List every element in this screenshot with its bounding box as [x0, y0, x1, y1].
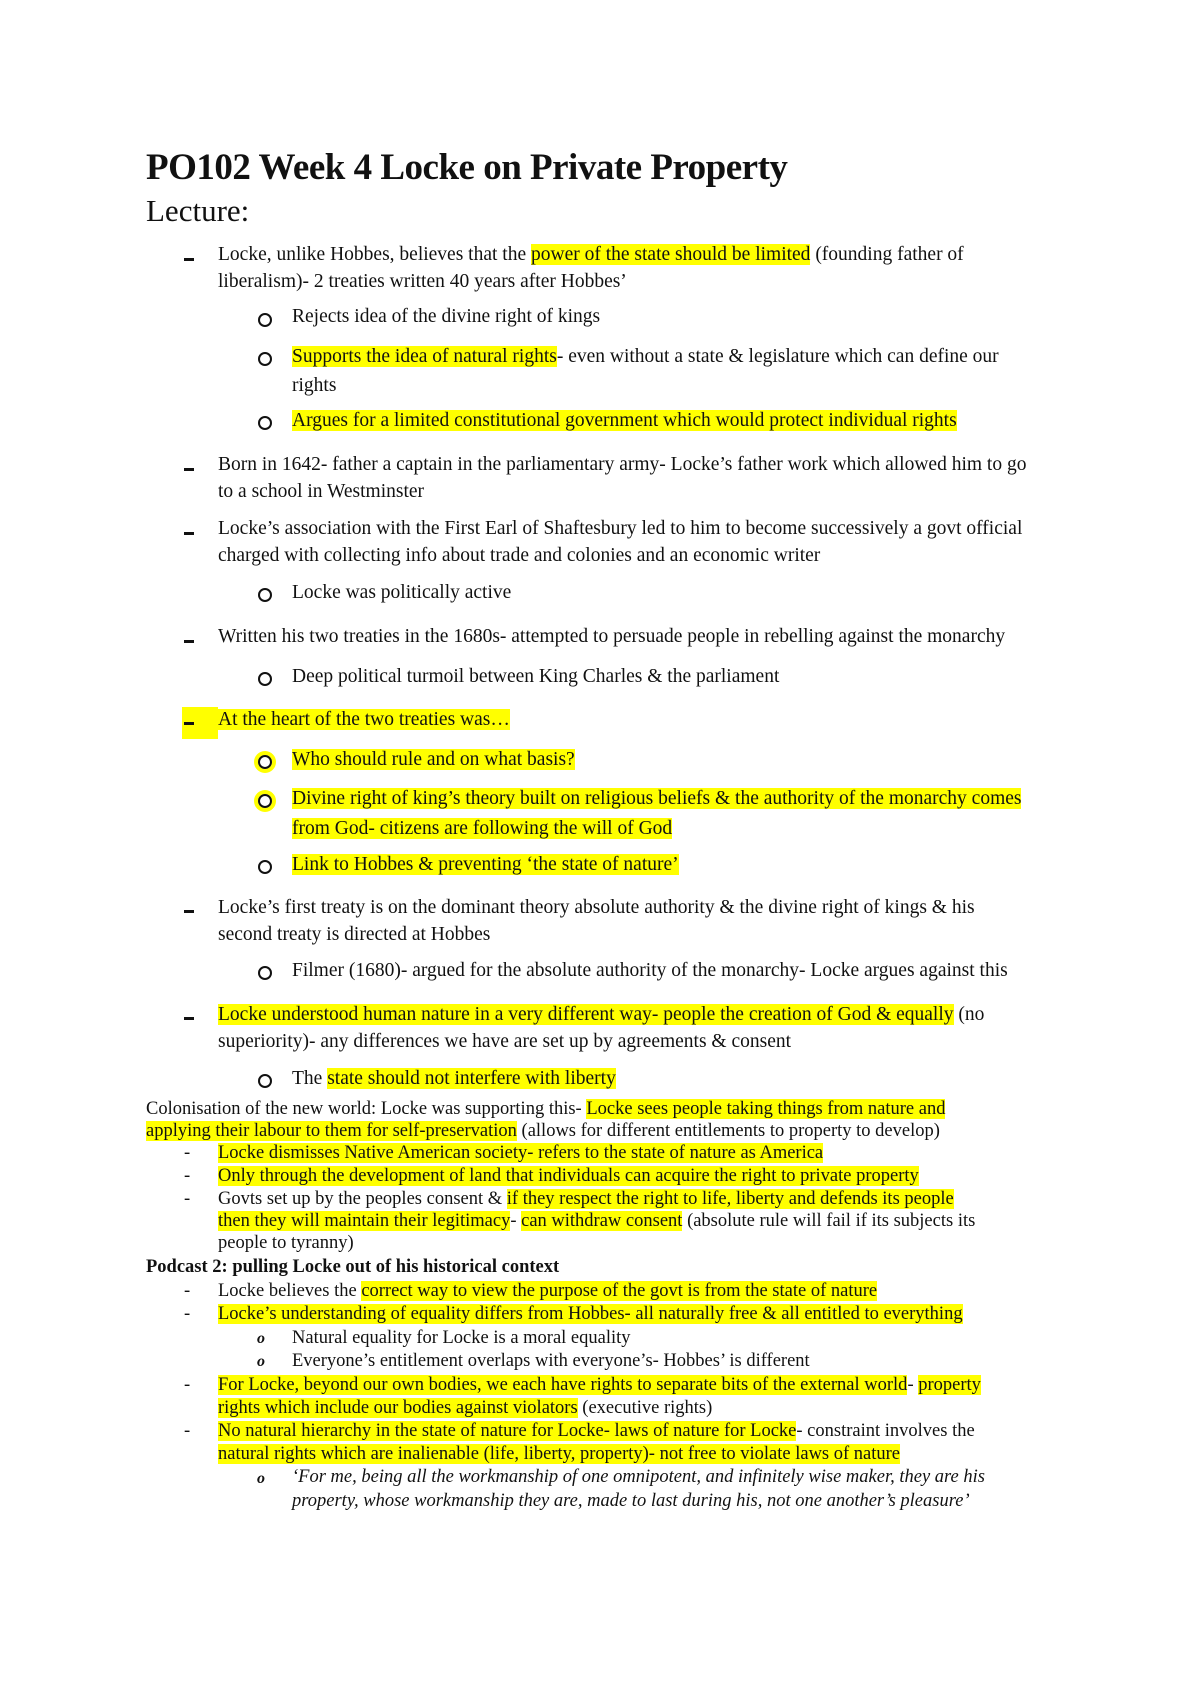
- circle-bullet-icon: [258, 588, 272, 602]
- circle-bullet-icon: [258, 416, 272, 430]
- highlight-text: rights which include our bodies against violators: [218, 1398, 578, 1418]
- text: (allows for different entitlements to property to develop): [516, 1121, 940, 1141]
- bullet-dash-icon: [184, 640, 194, 643]
- point-1-sub-3: [292, 410, 957, 432]
- colonisation-line-2: [146, 1121, 940, 1142]
- bullet-dash-icon: [184, 532, 194, 535]
- point-5-sub-3: [292, 854, 679, 876]
- text: (executive rights): [577, 1398, 713, 1418]
- sub-bullet-icon: o: [257, 1330, 265, 1347]
- colonisation-item-3-line-2: [218, 1211, 975, 1232]
- colonisation-line-1: [146, 1099, 945, 1120]
- point-1-sub-2-line-2: rights: [292, 375, 337, 396]
- bullet-dash-icon: [184, 468, 194, 471]
- highlight-text: Locke dismisses Native American society- refers to the state of nature as America: [218, 1143, 824, 1163]
- highlight-text: No natural hierarchy in the state of nature for Locke- laws of nature for Locke: [218, 1421, 797, 1441]
- bullet-dash-icon: [184, 910, 194, 913]
- highlight-text: Link to Hobbes & preventing ‘the state of nature’: [292, 854, 679, 875]
- highlight-text: For Locke, beyond our own bodies, we each have rights to separate bits of the external world: [218, 1375, 908, 1395]
- bullet-dash-icon: [184, 722, 194, 725]
- point-3-sub-1: Locke was politically active: [292, 582, 512, 603]
- point-6-sub-1: Filmer (1680)- argued for the absolute authority of the monarchy- Locke argues against this: [292, 960, 1008, 981]
- point-1-line-2: liberalism)- 2 treaties written 40 years after Hobbes’: [218, 271, 627, 292]
- point-1-line-1: [218, 244, 964, 266]
- text: (no: [953, 1004, 985, 1025]
- podcast-item-2: [218, 1304, 963, 1325]
- circle-bullet-icon: [258, 794, 272, 808]
- point-4: Written his two treaties in the 1680s- attempted to persuade people in rebelling against the monarchy: [218, 626, 1006, 647]
- circle-bullet-icon: [258, 352, 272, 366]
- circle-bullet-icon: [258, 755, 272, 769]
- dash-icon: -: [184, 1421, 191, 1441]
- podcast-item-2-sub-1: Natural equality for Locke is a moral equality: [292, 1328, 631, 1348]
- highlight-text: Locke’s understanding of equality differs from Hobbes- all naturally free & all entitled to everything: [218, 1304, 963, 1324]
- point-2-line-2: to a school in Westminster: [218, 481, 425, 502]
- colonisation-item-3-line-3: people to tyranny): [218, 1233, 354, 1253]
- point-6-line-2: second treaty is directed at Hobbes: [218, 924, 491, 945]
- highlight-text: Supports the idea of natural rights: [292, 346, 557, 367]
- dash-icon: -: [184, 1304, 191, 1324]
- podcast-item-2-sub-2: Everyone’s entitlement overlaps with everyone’s- Hobbes’ is different: [292, 1351, 810, 1371]
- point-4-sub-1: Deep political turmoil between King Charles & the parliament: [292, 666, 780, 687]
- podcast-item-3-line-2: [218, 1398, 712, 1419]
- podcast-item-1: [218, 1281, 877, 1302]
- text: - even without a state & legislature which can define our: [556, 346, 999, 367]
- highlight-text: Locke sees people taking things from nature and: [586, 1099, 946, 1119]
- text: (founding father of: [810, 244, 964, 265]
- circle-bullet-icon: [258, 860, 272, 874]
- text: - constraint involves the: [796, 1421, 975, 1441]
- highlight-text: Who should rule and on what basis?: [292, 749, 575, 770]
- dash-icon: -: [184, 1375, 191, 1395]
- quote-line-2: property, whose workmanship they are, made to last during his, not one another’s pleasure’: [292, 1491, 970, 1511]
- point-6-line-1: Locke’s first treaty is on the dominant theory absolute authority & the divine right of kings & his: [218, 897, 975, 918]
- circle-bullet-icon: [258, 966, 272, 980]
- highlight-text: state should not interfere with liberty: [327, 1068, 616, 1089]
- podcast-item-4-line-1: [218, 1421, 975, 1442]
- point-1-sub-2-line-1: [292, 346, 999, 368]
- text: -: [510, 1211, 522, 1231]
- highlight-text: property: [918, 1375, 981, 1395]
- point-5-sub-1: [292, 749, 575, 771]
- highlight-text: Argues for a limited constitutional government which would protect individual rights: [292, 410, 957, 431]
- document-title: PO102 Week 4 Locke on Private Property: [146, 147, 788, 188]
- podcast-item-4-line-2: [218, 1444, 900, 1465]
- highlight-text: correct way to view the purpose of the govt is from the state of nature: [361, 1281, 878, 1301]
- sub-bullet-icon: o: [257, 1470, 265, 1487]
- quote-line-1: ‘For me, being all the workmanship of one omnipotent, and infinitely wise maker, they are his: [292, 1467, 985, 1487]
- lecture-heading: Lecture:: [146, 193, 250, 228]
- point-5-sub-2-line-2: [292, 818, 672, 840]
- text: Locke believes the: [218, 1281, 362, 1301]
- dash-icon: -: [184, 1281, 191, 1301]
- highlight-text: then they will maintain their legitimacy: [218, 1211, 511, 1231]
- circle-bullet-icon: [258, 672, 272, 686]
- point-3-line-1: Locke’s association with the First Earl of Shaftesbury led to him to become successively a govt official: [218, 518, 1023, 539]
- highlight-text: natural rights which are inalienable (life, liberty, property)- not free to violate laws of nature: [218, 1444, 901, 1464]
- point-5: [218, 709, 510, 731]
- highlight-text: if they respect the right to life, liberty and defends its people: [506, 1189, 954, 1209]
- highlight-text: Divine right of king’s theory built on religious beliefs & the authority of the monarchy comes: [292, 788, 1022, 809]
- text: The: [292, 1068, 328, 1089]
- podcast-heading: Podcast 2: pulling Locke out of his historical context: [146, 1257, 560, 1277]
- point-3-line-2: charged with collecting info about trade and colonies and an economic writer: [218, 545, 821, 566]
- text: (absolute rule will fail if its subjects its: [682, 1211, 976, 1231]
- point-2-line-1: Born in 1642- father a captain in the parliamentary army- Locke’s father work which allowed him to go: [218, 454, 1027, 475]
- point-7-line-1: [218, 1004, 984, 1026]
- bullet-dash-icon: [184, 1017, 194, 1020]
- podcast-item-3-line-1: [218, 1375, 981, 1396]
- bullet-dash-icon: [184, 258, 194, 261]
- highlight-text: Locke understood human nature in a very different way- people the creation of God & equally: [218, 1004, 954, 1025]
- text: Locke, unlike Hobbes, believes that the: [218, 244, 531, 265]
- highlight-text: At the heart of the two treaties was…: [218, 709, 510, 730]
- colonisation-item-3-line-1: [218, 1189, 954, 1210]
- point-7-line-2: superiority)- any differences we have are set up by agreements & consent: [218, 1031, 792, 1052]
- text: -: [907, 1375, 919, 1395]
- highlight-text: can withdraw consent: [521, 1211, 683, 1231]
- point-7-sub-1: [292, 1068, 616, 1090]
- sub-bullet-icon: o: [257, 1353, 265, 1370]
- highlight-text: Only through the development of land that individuals can acquire the right to private property: [218, 1166, 919, 1186]
- dash-icon: -: [184, 1166, 191, 1186]
- point-1-sub-1: Rejects idea of the divine right of kings: [292, 306, 601, 327]
- dash-icon: -: [184, 1143, 191, 1163]
- colonisation-item-2: [218, 1166, 919, 1187]
- colonisation-item-1: [218, 1143, 823, 1164]
- circle-bullet-icon: [258, 1074, 272, 1088]
- text: Colonisation of the new world: Locke was supporting this-: [146, 1099, 587, 1119]
- highlight-text: power of the state should be limited: [531, 244, 811, 265]
- highlight-text: applying their labour to them for self-preservation: [146, 1121, 517, 1141]
- text: Govts set up by the peoples consent &: [218, 1189, 507, 1209]
- circle-bullet-icon: [258, 313, 272, 327]
- dash-icon: -: [184, 1189, 191, 1209]
- highlight-text: from God- citizens are following the will of God: [292, 818, 673, 839]
- point-5-sub-2-line-1: [292, 788, 1021, 810]
